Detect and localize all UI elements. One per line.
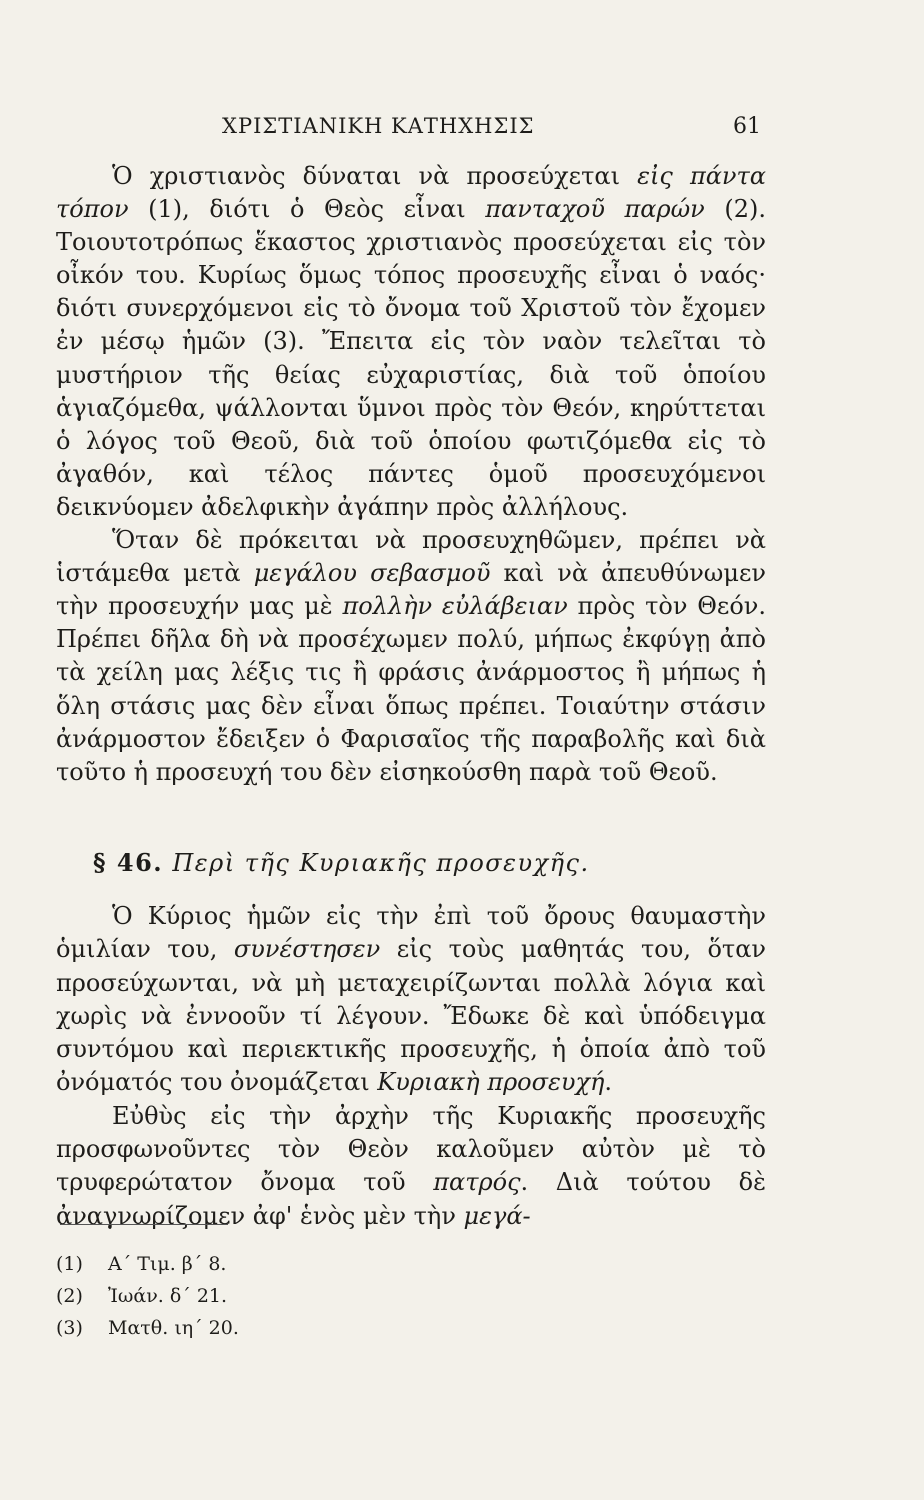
text-run: Ὁ χριστιανὸς δύναται νὰ προσεύχεται (112, 162, 638, 190)
text-run: εἰς τοὺς μαθητάς του, ὅταν προσεύχωνται, νὰ μὴ μεταχειρίζωνται πολλὰ λόγια καὶ χωρὶς νὰ ἐννοοῦν τί λέγουν. Ἔδωκε δὲ καὶ ὑπόδειγμα συντόμου καὶ περιεκτικῆς προσευχῆς, ἡ ὁποία ἀπὸ τοῦ ὀνόματός του ὀνομάζεται (56, 935, 767, 1097)
footnote (56, 1248, 456, 1280)
footnote-mark: (2) (56, 1285, 83, 1307)
text-run: καὶ νὰ ἀπευθύνωμεν τὴν προσευχήν μας μὲ (56, 559, 766, 621)
footnote-mark: (1) (56, 1253, 83, 1275)
paragraph (56, 1100, 766, 1233)
text-run: Ὅταν δὲ πρόκειται νὰ προσευχηθῶμεν, πρέπει νὰ ἱστάμεθα μετὰ (56, 526, 766, 588)
emphasis: μεγάλου σεβασμοῦ (253, 559, 491, 588)
footnote-mark: (3) (56, 1317, 83, 1339)
text-run: . (604, 1068, 613, 1097)
emphasis: εἰς πάντα τόπον (56, 162, 766, 224)
text-run: Εὐθὺς εἰς τὴν ἀρχὴν τῆς Κυριακῆς προσευχῆς προσφωνοῦντες τὸν Θεὸν καλοῦμεν αὐτὸν μὲ τὸ τρυφερώτατον ὄνομα τοῦ (56, 1101, 766, 1197)
page-number: 61 (733, 114, 761, 139)
emphasis: συνέστησεν (233, 935, 381, 964)
section-text (56, 900, 766, 1233)
running-title: ΧΡΙΣΤΙΑΝΙΚΗ ΚΑΤΗΧΗΣΙΣ (222, 114, 535, 138)
section-title: Περὶ τῆς Κυριακῆς προσευχῆς. (172, 849, 590, 877)
paragraph (56, 160, 766, 524)
text-run: πρὸς τὸν Θεόν. Πρέπει δῆλα δὴ νὰ προσέχωμεν πολύ, μήπως ἐκφύγῃ ἀπὸ τὰ χείλη μας λέξις τις ἢ φράσις ἀνάρμοστος ἢ μήπως ἡ ὅλη στάσις μας δὲν εἶναι ὅπως πρέπει. Τοιαύτην στάσιν ἀνάρμοστον ἔδειξεν ὁ Φαρισαῖος τῆς παραβολῆς καὶ διὰ τοῦτο ἡ προσευχή του δὲν εἰσηκούσθη παρὰ τοῦ Θεοῦ. (56, 592, 766, 786)
emphasis: πατρός (433, 1168, 521, 1197)
footnote (56, 1280, 456, 1312)
footnote-ref: Α΄ Τιμ. β΄ 8. (108, 1253, 227, 1275)
emphasis: μεγά- (463, 1201, 531, 1230)
footnote-rule (60, 1224, 228, 1225)
section-heading (93, 848, 733, 877)
main-text (56, 160, 766, 789)
section-number: § 46. (93, 848, 164, 877)
paragraph (56, 524, 766, 789)
emphasis: πανταχοῦ παρών (485, 195, 705, 224)
paragraph (56, 900, 766, 1100)
footnote-ref: Ἰωάν. δ΄ 21. (108, 1285, 228, 1307)
emphasis: πολλὴν εὐλάβειαν (342, 592, 568, 621)
footnote (56, 1312, 456, 1344)
footnotes (56, 1248, 456, 1344)
text-run: (1), διότι ὁ Θεὸς εἶναι (128, 195, 486, 224)
text-run: Ὁ Κύριος ἡμῶν εἰς τὴν ἐπὶ τοῦ ὄρους θαυμαστὴν ὁμιλίαν του, (56, 902, 766, 964)
text-run: (2). Τοιουτοτρόπως ἕκαστος χριστιανὸς προσεύχεται εἰς τὸν οἶκόν του. Κυρίως ὅμως τόπος προσευχῆς εἶναι ὁ ναός· διότι συνερχόμενοι εἰς τὸ ὄνομα τοῦ Χριστοῦ τὸν ἔχομεν ἐν μέσῳ ἡμῶν (3). Ἔπειτα εἰς τὸν ναὸν τελεῖται τὸ μυστήριον τῆς θείας εὐχαριστίας, διὰ τοῦ ὁποίου ἁγιαζόμεθα, ψάλλονται ὕμνοι πρὸς τὸν Θεόν, κηρύττεται ὁ λόγος τοῦ Θεοῦ, διὰ τοῦ ὁποίου φωτιζόμεθα εἰς τὸ ἀγαθόν, καὶ τέλος πάντες ὁμοῦ προσευχόμενοι δεικνύομεν ἀδελφικὴν ἀγάπην πρὸς ἀλλήλους. (56, 195, 766, 521)
footnote-ref: Ματθ. ιη΄ 20. (108, 1317, 239, 1339)
emphasis: Κυριακὴ προσευχή (377, 1068, 605, 1097)
text-run: . Διὰ τούτου δὲ ἀναγνωρίζομεν ἀφ' ἑνὸς μὲν τὴν (56, 1168, 766, 1230)
